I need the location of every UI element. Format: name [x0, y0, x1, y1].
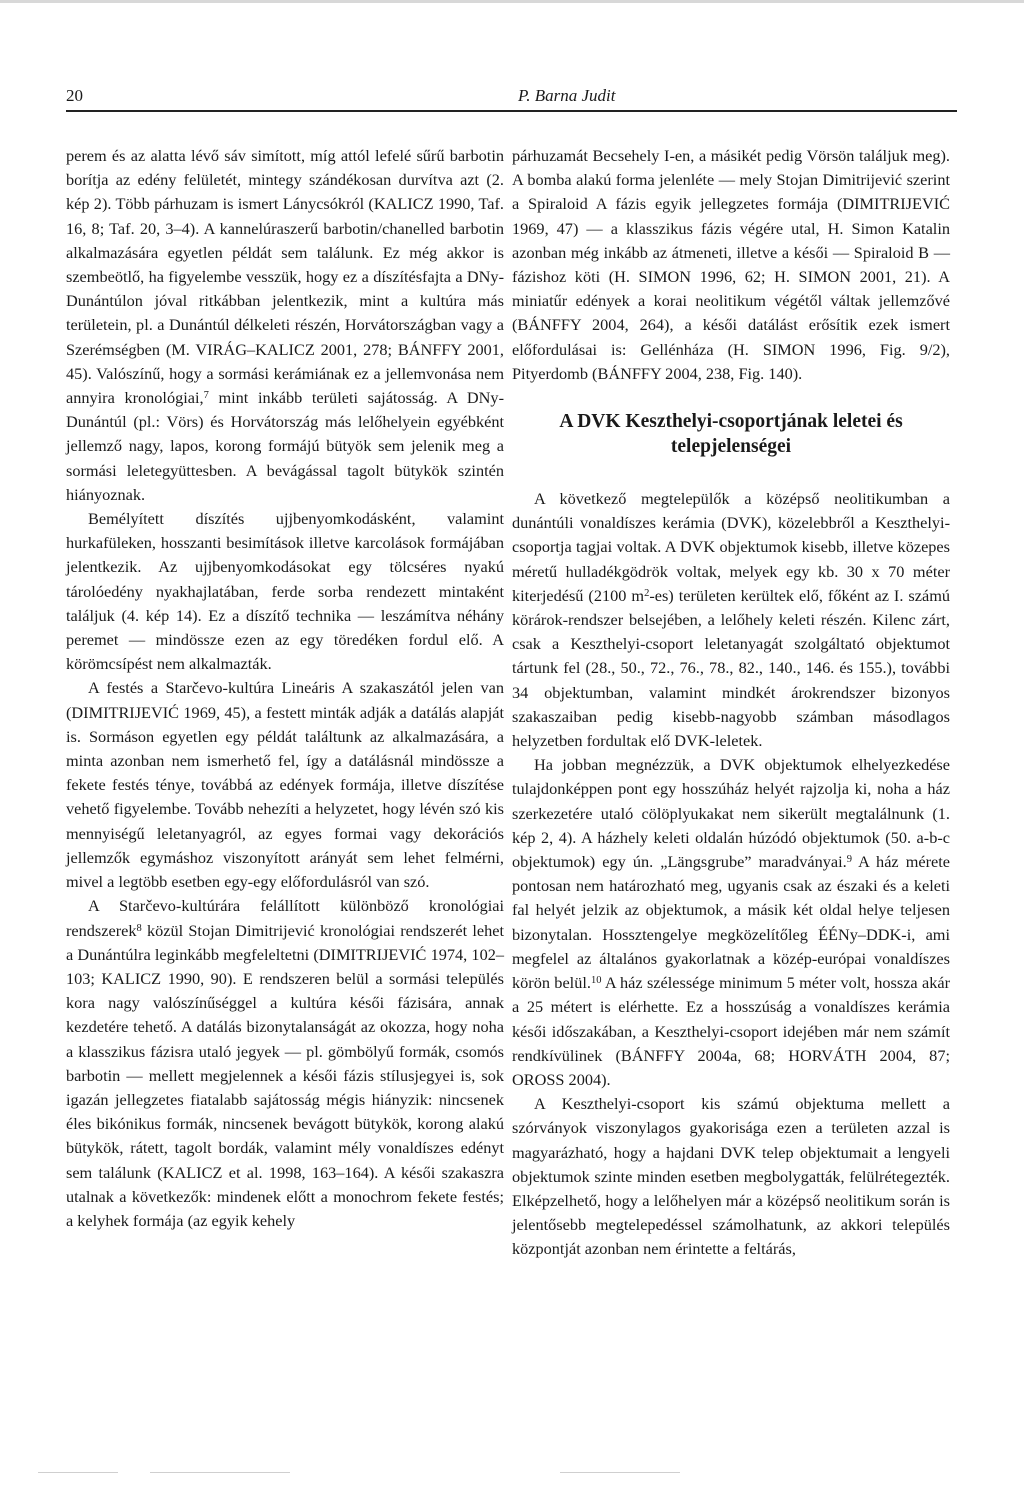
- paragraph: Bemélyített díszítés ujjbenyomkodásként, valamint hurkafüleken, hosszanti besimítások illetve karcolások formájában jelentkezik. Az ujjbenyomkodásokat egy tölcséres nyakú tárolóedény nyakhajlatában, ferde sorba rendezett mintaként találjuk (4. kép 14). Ez a díszítő technika — leszámítva néhány peremet — mindössze ezen az egy töredéken fordul elő. A körömcsípést nem alkalmazták.: [66, 509, 504, 674]
- scan-top-edge: [0, 0, 1024, 3]
- paragraph-text: -es) területen kerültek elő, főként az I. számú körárok-rendszer belsejében, a lelőhely keleti részén. Kilenc zárt, csak a Keszthelyi-csoport leletanyagát szolgáltató objektumot tártunk fel (28., 50., 72., 76., 78., 82., 140., 146. és 155.), további 34 objektumban, valamint mindkét árokrendszer bizonyos szakaszaiban pedig kisebb-nagyobb számban másodlagos helyzetben fordultak elő DVK-leletek.: [512, 585, 951, 751]
- paragraph-text: perem és az alatta lévő sáv simított, míg attól lefelé sűrű barbotin borítja az edény felületét, mintegy szándékosan durvítva azt (2. kép 2). Több párhuzam is ismert Lánycsókról (KALICZ 1990, Taf. 16, 8; Taf. 20, 3–4). A kannelúraszerű barbotin/chanelled barbotin alkalmazására egyetlen példát sem találunk. Ez még akkor is szembeötlő, ha figyelembe vesszük, hogy ez a díszítésfajta a DNy-Dunántúlon jóval ritkábban jelentkezik, mint a kultúra más területein, pl. a Dunántúl délkeleti részén, Horvátországban vagy a Szerémségben (M. VIRÁG–KALICZ 2001, 278; BÁNFFY 2001, 45). Valószínű, hogy a sormási kerámiának ez a jellemvonása nem annyira kronológiai,: [66, 146, 504, 408]
- paragraph: A Keszthelyi-csoport kis számú objektuma mellett a szórványok viszonylagos gyakorisága ezen a területen azzal is magyarázható, hogy a hajdani DVK telep objektumait a lengyeli objektumok szinte minden esetben megbolygatták, felülrétegezték. Elképzelhető, hogy a lelőhelyen már a középső neolitikum során is jelentősebb megtelepedéssel számolhatunk, az akkori település központját azonban nem érintette a feltárás,: [512, 1094, 950, 1259]
- paragraph: [66, 894, 504, 1233]
- scan-mark: [560, 1472, 680, 1473]
- paragraph-text: Ha jobban megnézzük, a DVK objektumok elhelyezkedése tulajdonképpen pont egy hosszúház helyét rajzolja ki, noha a ház szerkezetére utaló cölöplyukakat nem sikerült megtalálnunk (1. kép 2, 4). A házhely keleti oldalán húzódó objektumok (50. a-b-c objektumok) egy ún. „Längsgrube” maradványai.: [512, 755, 950, 872]
- paragraph-text: közül Stojan Dimitrijević kronológiai rendszerét lehet a Dunántúlra leginkább megfeleltetni (DIMITRIJEVIĆ 1974, 102–103; KALICZ 1990, 90). E rendszeren belül a sormási település kora nagy valószínűséggel a kultúra késői fázisára, annak kezdetére tehető. A datálás bizonytalanságát az okozza, hogy noha a klasszikus fázisra utaló jegyek — pl. gömbölyű formák, csomós barbotin — mellett megjelennek a késői fázis stílusjegyei is, sok igazán jellegzetes fiatalabb sajátosság mégis hiányzik: nincsenek éles bikónikus formák, nincsenek bevágott bütykök, korong alakú bütykök, rátett, tagolt bordák, valamint mély vonaldíszes edényt sem találunk (KALICZ et al. 1998, 163–164). A késői szakaszra utalnak a következők: mindenek előtt a monochrom fekete festés; a kelyhek formája (az egyik kehely: [66, 920, 504, 1230]
- scan-mark: [38, 1472, 118, 1473]
- paragraph-text: mint inkább területi sajátosság. A DNy-Dunántúl (pl.: Vörs) és Horvátország más lelőhelyein egyébként jellemző nagy, lapos, korong formájú bütyök sem jelenik meg a sormási leletegyüttesben. A bevágással tagolt bütykök szintén hiányoznak.: [66, 388, 504, 504]
- paragraph-text: A következő megtelepülők a középső neolitikumban a dunántúli vonaldíszes kerámia (DVK), közelebbről a Keszthelyi-csoportja tagjai voltak. A DVK objektumok kisebb, illetve közepes méretű hulladékgödrök voltak, melyek egy kb. 30 x 70 méter kiterjedésű (2100 m: [512, 489, 950, 605]
- paragraph-text: A Starčevo-kultúrára felállított különböző kronológiai rendszerek: [66, 896, 504, 940]
- left-column: [66, 144, 504, 1233]
- paragraph-text: A ház mérete pontosan nem határozható meg, ugyanis csak az északi és a keleti fal helyét jelzik az objektumok, a másik két oldal helye teljesen bizonytalan. Hossztengelye megközelítőleg ÉÉNy–DDK-i, ami megfelel az általános gyakorlatnak a közép-európai vonaldíszes körön belül.: [512, 852, 950, 993]
- paragraph-text: A ház szélessége minimum 5 méter volt, hossza akár a 25 métert is elérhette. Ez a hosszúság a vonaldíszes kerámia késői időszakában, a Keszthelyi-csoport idejében már nem számít rendkívülinek (BÁNFFY 2004a, 68; HORVÁTH 2004, 87; OROSS 2004).: [512, 973, 950, 1089]
- paragraph: [512, 487, 950, 753]
- right-column: [512, 144, 950, 1262]
- paragraph: párhuzamát Becsehely I-en, a másikét pedig Vörsön találjuk meg). A bomba alakú forma jelenléte — mely Stojan Dimitrijević szerint a Spiraloid A fázis egyik jellegzetes formája (DIMITRIJEVIĆ 1969, 47) — a klasszikus fázis végére utal, H. Simon Katalin azonban még inkább az átmeneti, illetve a késői — Spiraloid B — fázishoz köti (H. SIMON 1996, 62; H. SIMON 2001, 21). A miniatűr edények a korai neolitikum végétől váltak jellemzővé (BÁNFFY 2004, 264), a késői datálást erősítik ezek ismert előfordulásai is: Gellénháza (H. SIMON 1996, Fig. 9/2), Pityerdomb (BÁNFFY 2004, 238, Fig. 140).: [512, 146, 950, 383]
- section-heading: A DVK Keszthelyi-csoportjának leletei és telepjelenségei: [559, 411, 903, 457]
- scan-mark: [150, 1472, 290, 1473]
- footnote-marker: 9: [846, 854, 852, 866]
- footnote-marker: 7: [203, 390, 209, 402]
- superscript: 2: [644, 587, 650, 599]
- paragraph: [66, 144, 504, 507]
- footnote-marker: 8: [136, 922, 142, 934]
- page-header: [66, 86, 957, 108]
- running-head: P. Barna Judit: [518, 86, 616, 105]
- page-number: 20: [66, 86, 83, 105]
- header-rule: [66, 110, 957, 112]
- footnote-marker: 10: [590, 975, 602, 987]
- paragraph: [512, 753, 950, 1092]
- paragraph: A festés a Starčevo-kultúra Lineáris A szakaszától jelen van (DIMITRIJEVIĆ 1969, 45), a festett minták adják a datálás alapját is. Sormáson egyetlen egy példát találtunk az alkalmazására, a minta azonban nem ismerhető fel, így a datálásnál mindössze a fekete festés ténye, továbbá az edények formája, illetve díszítése vehető figyelembe. Tovább nehezíti a helyzetet, hogy lévén szó kis mennyiségű leletanyagról, az egyes formai vagy dekorációs jellemzők egymáshoz viszonyított arányát sem lehet felmérni, mivel a legtöbb esetben egy-egy előfordulásról van szó.: [66, 678, 504, 892]
